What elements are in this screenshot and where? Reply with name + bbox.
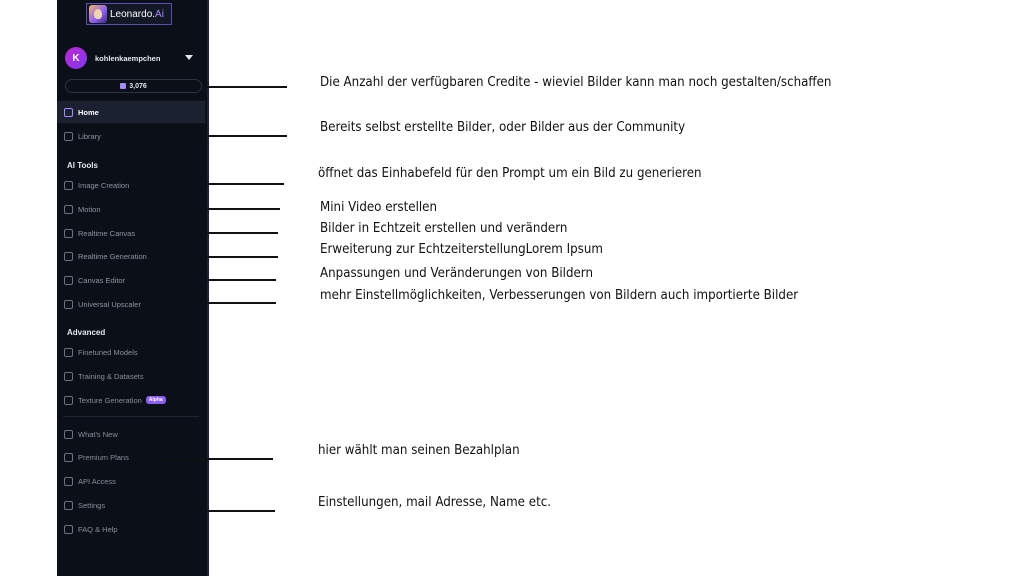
annotation-line-universal-upscaler <box>207 302 276 304</box>
gear-icon <box>64 501 73 510</box>
annotation-line-realtime-canvas <box>207 232 278 234</box>
sidebar-item-realtime-generation[interactable] <box>57 245 205 267</box>
grid-icon <box>64 132 73 141</box>
annotation-line-premium-plans <box>160 458 273 460</box>
avatar: K <box>65 47 87 69</box>
logo-avatar-icon <box>89 5 107 23</box>
leonardo-logo[interactable] <box>86 3 172 25</box>
annotation-library: Bereits selbst erstellte Bilder, oder Bilder aus der Community <box>320 119 686 135</box>
sidebar-item-label: Premium Plans <box>78 452 129 462</box>
credits-value: 3,076 <box>129 82 147 90</box>
sidebar-item-finetuned-models[interactable] <box>57 341 205 363</box>
sidebar-item-label: What's New <box>78 429 118 439</box>
dataset-icon <box>64 372 73 381</box>
sidebar-item-label: Library <box>78 131 101 141</box>
credits-counter[interactable] <box>65 79 202 93</box>
sidebar-item-settings[interactable] <box>57 494 205 516</box>
rocket-icon <box>64 430 73 439</box>
chevron-down-icon[interactable] <box>185 55 193 60</box>
alpha-badge: Alpha <box>146 396 166 404</box>
image-icon <box>64 181 73 190</box>
sidebar-item-label: Finetuned Models <box>78 347 138 357</box>
canvas-icon <box>64 276 73 285</box>
annotation-line-credits <box>205 86 287 88</box>
sidebar-item-training-datasets[interactable] <box>57 365 205 387</box>
sidebar-item-canvas-editor[interactable] <box>57 269 205 291</box>
sidebar-item-image-creation[interactable] <box>57 174 205 196</box>
sidebar-item-label: Realtime Generation <box>78 251 147 261</box>
sidebar-item-universal-upscaler[interactable] <box>57 293 205 315</box>
brush-icon <box>64 229 73 238</box>
sidebar-item-library[interactable] <box>57 125 205 147</box>
lightning-icon <box>64 252 73 261</box>
sidebar-item-texture-generation[interactable] <box>57 389 205 411</box>
sidebar-item-label: Image Creation <box>78 180 130 190</box>
sidebar-item-whats-new[interactable] <box>57 423 205 445</box>
annotation-line-library <box>206 135 287 137</box>
annotation-universal-upscaler: mehr Einstellmöglichkeiten, Verbesserungen von Bildern auch importierte Bilder <box>320 287 799 303</box>
sidebar-item-motion[interactable] <box>57 198 205 220</box>
motion-icon <box>64 205 73 214</box>
home-icon <box>64 108 73 117</box>
sidebar-item-label: API Access <box>78 476 116 486</box>
annotation-realtime-generation: Erweiterung zur EchtzeiterstellungLorem Ipsum <box>320 241 603 257</box>
api-icon <box>64 477 73 486</box>
annotation-credits: Die Anzahl der verfügbaren Credite - wieviel Bilder kann man noch gestalten/schaffen <box>320 74 832 90</box>
cube-icon <box>64 348 73 357</box>
sidebar-item-realtime-canvas[interactable] <box>57 222 205 244</box>
annotation-line-motion <box>207 208 280 210</box>
annotation-motion: Mini Video erstellen <box>320 199 438 215</box>
annotation-line-image-creation <box>207 183 284 185</box>
annotation-premium-plans: hier wählt man seinen Bezahlplan <box>318 442 520 458</box>
sidebar-item-label: Texture Generation <box>78 395 142 405</box>
section-title-advanced: Advanced <box>67 328 106 337</box>
username: kohlenkaempchen <box>95 53 161 63</box>
plans-icon <box>64 453 73 462</box>
user-menu[interactable] <box>65 46 201 70</box>
divider <box>63 416 199 417</box>
annotation-realtime-canvas: Bilder in Echtzeit erstellen und verändern <box>320 220 568 236</box>
annotation-line-settings <box>207 510 275 512</box>
sidebar-item-home[interactable] <box>57 101 205 123</box>
sidebar-item-label: Settings <box>78 500 106 510</box>
sidebar-item-label: Home <box>78 107 99 117</box>
logo-text: Leonardo.Ai <box>110 8 164 20</box>
annotation-line-canvas-editor <box>207 279 276 281</box>
sidebar-item-label: Universal Upscaler <box>78 299 141 309</box>
sidebar <box>57 0 209 576</box>
sidebar-item-label: FAQ & Help <box>78 524 118 534</box>
upscale-icon <box>64 300 73 309</box>
sidebar-item-label: Canvas Editor <box>78 275 126 285</box>
sidebar-item-api-access[interactable] <box>57 470 205 492</box>
sidebar-item-label: Motion <box>78 204 101 214</box>
texture-icon <box>64 396 73 405</box>
help-icon <box>64 525 73 534</box>
sidebar-item-label: Realtime Canvas <box>78 228 136 238</box>
sidebar-item-premium-plans[interactable] <box>57 446 205 468</box>
annotation-settings: Einstellungen, mail Adresse, Name etc. <box>318 494 552 510</box>
annotation-image-creation: öffnet das Einhabefeld für den Prompt um ein Bild zu generieren <box>318 165 702 181</box>
section-title-ai-tools: AI Tools <box>67 161 98 170</box>
annotation-line-realtime-generation <box>207 256 278 258</box>
annotation-canvas-editor: Anpassungen und Veränderungen von Bildern <box>320 265 594 281</box>
sidebar-item-faq-help[interactable] <box>57 518 205 540</box>
token-icon <box>120 83 126 89</box>
sidebar-item-label: Training & Datasets <box>78 371 144 381</box>
